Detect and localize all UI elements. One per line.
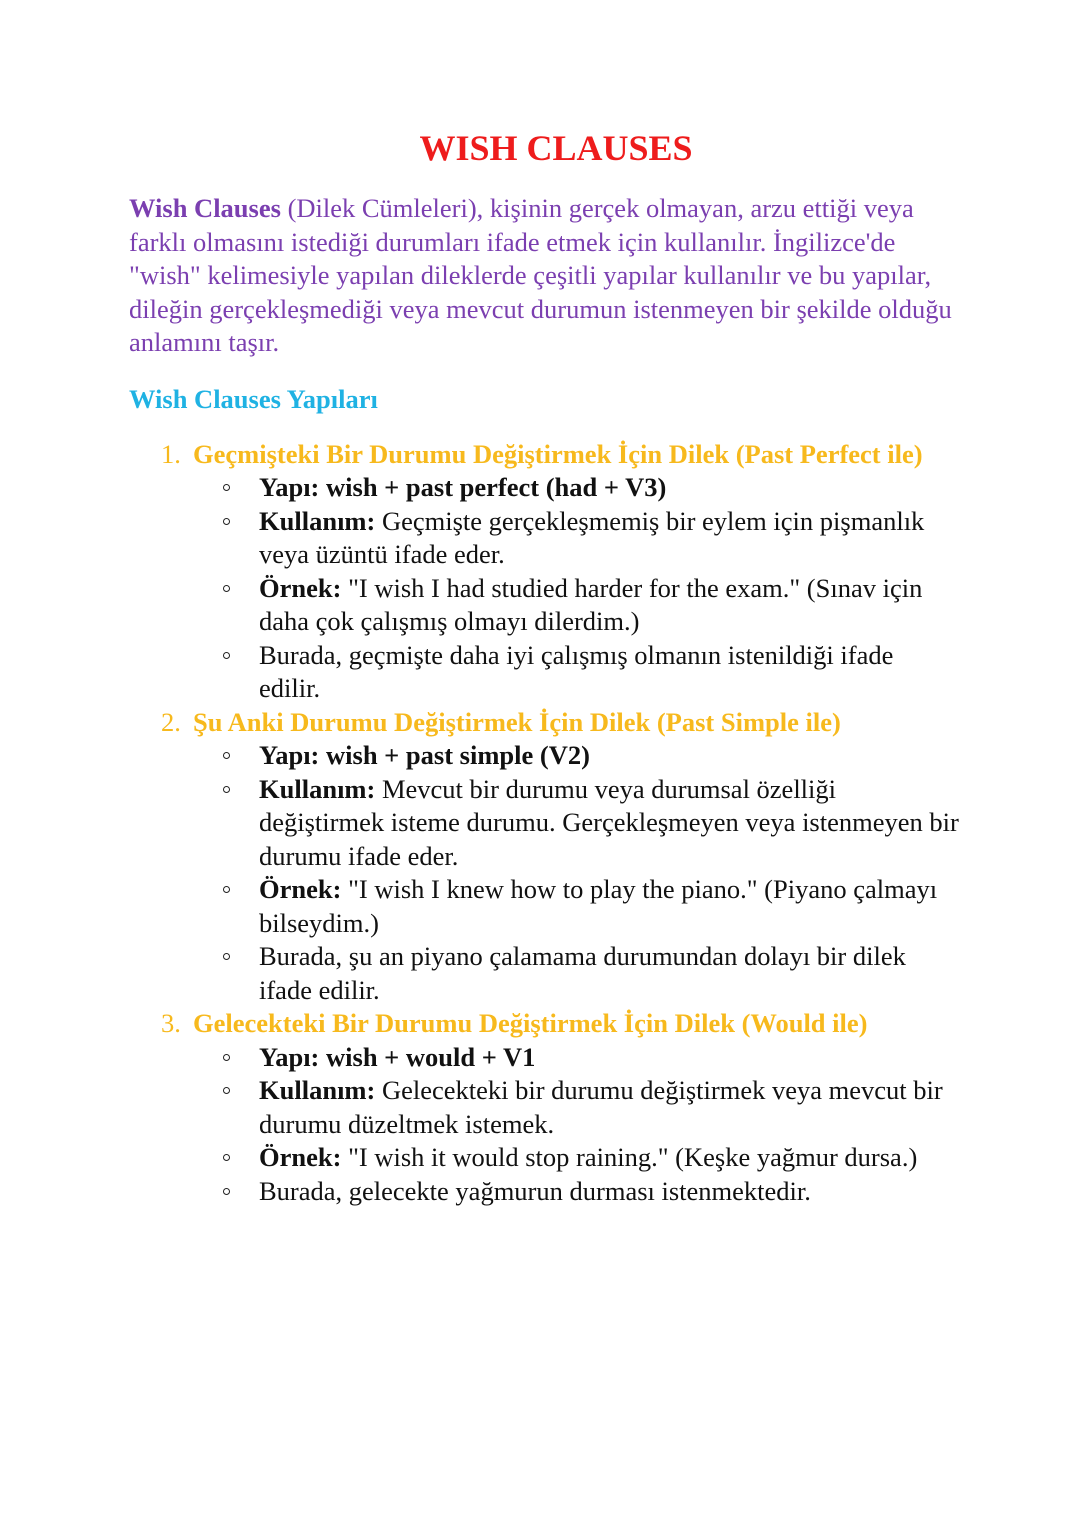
bullet-icon <box>223 652 230 659</box>
document-page <box>129 122 959 1208</box>
point-yapi <box>259 471 959 505</box>
structure-number: 1. <box>161 438 181 469</box>
point-kullanim <box>259 505 959 572</box>
bullet-icon <box>223 953 230 960</box>
structure-points <box>193 471 959 706</box>
structure-item <box>129 706 959 1008</box>
structure-title: Geçmişteki Bir Durumu Değiştirmek İçin Dilek (Past Perfect ile) <box>193 438 923 469</box>
ornek-label: Örnek: <box>259 572 342 603</box>
bullet-icon <box>223 1087 230 1094</box>
yapi-text: Yapı: wish + would + V1 <box>259 1041 536 1072</box>
bullet-icon <box>223 484 230 491</box>
note-text: Burada, gelecekte yağmurun durması istenmektedir. <box>259 1175 811 1206</box>
kullanim-label: Kullanım: <box>259 505 376 536</box>
ornek-text: "I wish I knew how to play the piano." (Piyano çalmayı bilseydim.) <box>259 874 938 938</box>
structure-number: 3. <box>161 1008 181 1038</box>
point-yapi <box>259 739 959 773</box>
structure-title: Şu Anki Durumu Değiştirmek İçin Dilek (Past Simple ile) <box>193 706 841 737</box>
kullanim-text: Gelecekteki bir durumu değiştirmek veya mevcut bir durumu düzeltmek istemek. <box>259 1075 943 1139</box>
yapi-text: Yapı: wish + past perfect (had + V3) <box>259 472 667 502</box>
point-ornek <box>259 1141 959 1175</box>
bullet-icon <box>223 1188 230 1195</box>
point-note <box>259 639 959 706</box>
kullanim-label: Kullanım: <box>259 1075 376 1105</box>
intro-lead: Wish Clauses <box>129 193 281 223</box>
structure-points <box>193 739 959 1007</box>
structure-points <box>193 1041 959 1209</box>
point-ornek <box>259 873 959 940</box>
intro-paragraph <box>129 192 959 360</box>
point-note <box>259 1175 959 1209</box>
bullet-icon <box>223 886 230 893</box>
point-kullanim <box>259 1074 959 1141</box>
section-heading: Wish Clauses Yapıları <box>129 383 378 414</box>
kullanim-label: Kullanım: <box>259 773 376 804</box>
structure-title: Gelecekteki Bir Durumu Değiştirmek İçin Dilek (Would ile) <box>193 1008 868 1038</box>
bullet-icon <box>223 585 230 592</box>
point-note <box>259 940 959 1007</box>
ornek-label: Örnek: <box>259 874 342 904</box>
intro-text: (Dilek Cümleleri), kişinin gerçek olmayan, arzu ettiği veya farklı olmasını istediği durumları ifade etmek için kullanılır. İngilizce'de "wish" kelimesiyle yapılan dileklerde çeşitli yapılar kullanılır ve bu yapılar, dileğin gerçekleşmediği veya mevcut durumun istenmeyen bir şekilde olduğu anlamını taşır. <box>129 193 952 357</box>
bullet-icon <box>223 752 230 759</box>
yapi-text: Yapı: wish + past simple (V2) <box>259 740 590 770</box>
point-kullanim <box>259 773 959 874</box>
note-text: Burada, geçmişte daha iyi çalışmış olmanın istenildiği ifade edilir. <box>259 639 894 703</box>
bullet-icon <box>223 1054 230 1061</box>
kullanim-text: Geçmişte gerçekleşmemiş bir eylem için pişmanlık veya üzüntü ifade eder. <box>259 505 925 569</box>
bullet-icon <box>223 1154 230 1161</box>
note-text: Burada, şu an piyano çalamama durumundan dolayı bir dilek ifade edilir. <box>259 941 906 1005</box>
structure-item <box>129 438 959 706</box>
structure-number: 2. <box>161 706 181 737</box>
kullanim-text: Mevcut bir durumu veya durumsal özelliği değiştirmek isteme durumu. Gerçekleşmeyen veya istenmeyen bir durumu ifade eder. <box>259 773 959 871</box>
page-title: WISH CLAUSES <box>419 128 693 168</box>
structures-list <box>129 438 959 1209</box>
bullet-icon <box>223 518 230 525</box>
ornek-label: Örnek: <box>259 1142 342 1172</box>
structure-item <box>129 1007 959 1208</box>
point-yapi <box>259 1041 959 1075</box>
ornek-text: "I wish I had studied harder for the exam." (Sınav için daha çok çalışmış olmayı dilerdim.) <box>259 572 923 636</box>
point-ornek <box>259 572 959 639</box>
bullet-icon <box>223 786 230 793</box>
ornek-text: "I wish it would stop raining." (Keşke yağmur dursa.) <box>341 1142 918 1172</box>
